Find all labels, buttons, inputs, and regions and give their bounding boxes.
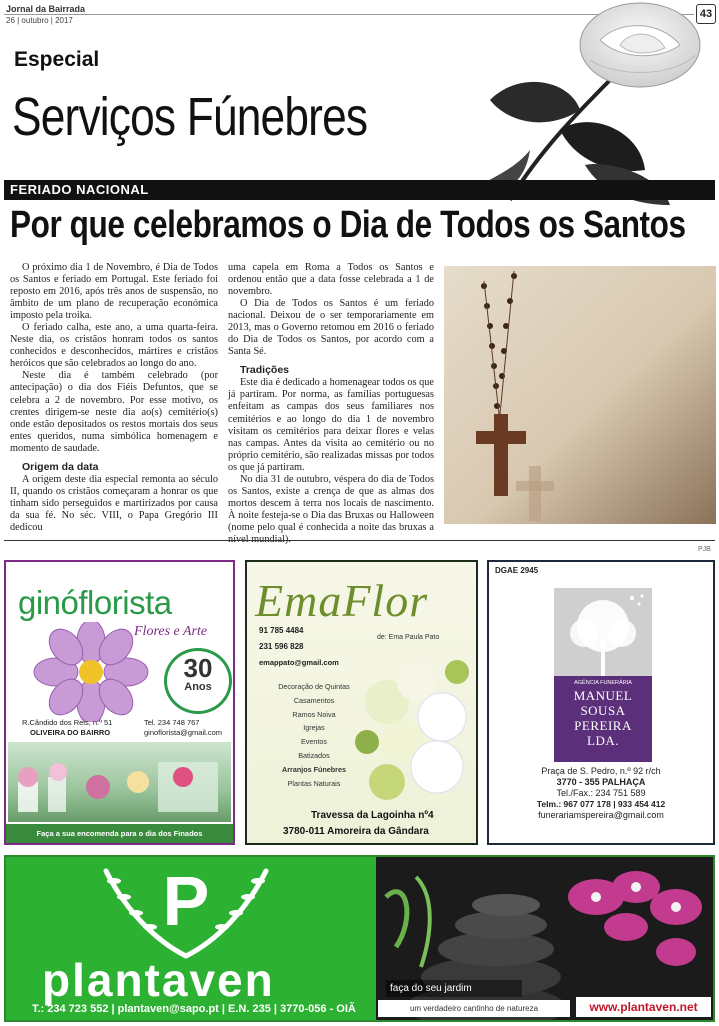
- emaflor-brand: [255, 574, 428, 627]
- paragraph: O Dia de Todos os Santos é um feriado nacional. Deixou de o ser temporariamente em 2013, mas o Governo retomou em 2016 o feriado do Dia de Todos os Santos, por acordo com a Santa Sé.: [228, 298, 434, 358]
- ginoflorista-email[interactable]: ginoflorista@gmail.com: [144, 728, 223, 737]
- subheading-origem: Origem da data: [22, 460, 99, 473]
- section-title: Serviços Fúnebres: [12, 87, 368, 147]
- publication-name: Jornal da Bairrada: [6, 4, 86, 14]
- paragraph: Este dia é dedicado a homenagear todos os que já partiram. Por norma, as famílias portuguesas enfeitam as campas dos seus familiares nos cemitérios e ao longo do dia 1 de novembro visitam os cemitérios para deixar flores e velas nas campas. Antes da visita ao cemitério ou no próprio cemitério, são realizadas missas por todos os que já partiram.: [228, 377, 434, 473]
- ginoflorista-address1: R.Cândido dos Reis, n.º 51: [22, 718, 113, 727]
- emaflor-street: Travessa da Lagoinha nº4: [311, 810, 434, 821]
- paragraph: Neste dia é também celebrado (por antecipação) o dia dos Fiéis Defuntos, que se celebra a 2 de novembro. Por esse motivo, os crentes dirigem-se neste dia ao(s) cemitério(s) onde estão depositados os restos mortais dos seus entes queridos, numa simbólica homenagem e momento de saudade.: [10, 370, 218, 454]
- shop-photo: [8, 742, 231, 822]
- funeraria-name4: LDA.: [587, 733, 619, 748]
- funeraria-name3: PEREIRA: [574, 718, 632, 733]
- plantaven-slogan1: faça do seu jardim: [386, 980, 522, 997]
- photo-credit: PJB: [698, 546, 711, 553]
- article-column-1: [10, 262, 218, 534]
- funeraria-logo-box: [554, 676, 652, 762]
- funeraria-contact: [489, 766, 713, 821]
- tree-logo: [554, 588, 652, 676]
- service-item: Ramos Noiva: [292, 709, 336, 719]
- funeraria-address2: 3770 - 355 PALHAÇA: [556, 777, 646, 787]
- service-item: Batizados: [298, 750, 330, 760]
- service-item: Igrejas: [303, 723, 325, 733]
- rose-illustration: [470, 0, 719, 210]
- ad-funeraria[interactable]: [487, 560, 715, 845]
- funeraria-name1: MANUEL: [573, 688, 633, 703]
- ad-plantaven[interactable]: [4, 855, 715, 1022]
- paragraph: O feriado calha, este ano, a uma quarta-feira. Neste dia, os cristãos honram todos os santos conhecidos e desconhecidos, mártires e cristãos heróicos que são celebrados ao longo do ano.: [10, 322, 218, 370]
- plantaven-logo-letter: P: [162, 862, 210, 940]
- section-kicker: Especial: [14, 48, 100, 71]
- plantaven-brand: plantaven: [42, 954, 275, 1006]
- ginoflorista-brand: ginóflorista: [18, 584, 172, 621]
- paragraph: uma capela em Roma a Todos os Santos e ordenou então que a data fosse celebrada a 1 de novembro.: [228, 262, 434, 298]
- article-column-2: [228, 262, 434, 546]
- funeraria-address1: Praça de S. Pedro, n.º 92 r/ch: [541, 766, 661, 776]
- emaflor-email[interactable]: emappato@gmail.com: [259, 658, 339, 667]
- paragraph: No dia 31 de outubro, véspera do dia de Todos os Santos, existe a crença de que as almas dos mortos descem à terra nos locais de nascimento. À noite festeja-se o Dia das Bruxas ou Halloween (nome pelo qual é conhecida a noite das bruxas a nível mundial).: [228, 473, 434, 545]
- emaflor-city: 3780-011 Amoreira da Gândara: [283, 826, 429, 837]
- article-kicker: FERIADO NACIONAL: [10, 182, 149, 197]
- article-bottom-rule: [4, 540, 715, 541]
- plantaven-slogan2: um verdadeiro cantinho de natureza: [378, 1000, 570, 1017]
- ginoflorista-tel: Tel. 234 748 767: [144, 718, 200, 727]
- article-headline: Por que celebramos o Dia de Todos os Santos: [10, 204, 686, 246]
- subheading-tradicoes: Tradições: [240, 364, 290, 377]
- emaflor-phone1: 91 785 4484: [259, 626, 304, 635]
- ginoflorista-address2: OLIVEIRA DO BAIRRO: [30, 728, 111, 737]
- funeraria-name2: SOUSA: [580, 703, 626, 718]
- funeraria-agency: AGÊNCIA FUNERÁRIA: [574, 680, 632, 686]
- service-item: Decoração de Quintas: [278, 682, 350, 691]
- emaflor-services: [259, 680, 369, 790]
- ad-emaflor[interactable]: [245, 560, 478, 845]
- anniversary-badge: [164, 648, 232, 714]
- funeraria-email[interactable]: funerariamspereira@gmail.com: [538, 810, 664, 820]
- plantaven-website-link[interactable]: www.plantaven.net: [576, 997, 711, 1017]
- badge-number: 30: [183, 653, 213, 683]
- emaflor-brand-b: Flor: [342, 575, 429, 626]
- rosary-photo: [444, 266, 716, 524]
- ad-ginoflorista[interactable]: [4, 560, 235, 845]
- page-number: 43: [696, 4, 716, 24]
- service-item: Arranjos Fúnebres: [282, 764, 346, 774]
- paragraph: O próximo dia 1 de Novembro, é Dia de Todos os Santos e feriado em Portugal. Este feriado foi reposto em 2016, após três anos de suspensão, no âmbito de um plano de recuperação económica imposto pela troika.: [10, 262, 218, 322]
- emaflor-phone2: 231 596 828: [259, 642, 304, 651]
- dgae-license: DGAE 2945: [495, 566, 539, 575]
- cosmos-flower-icon: [16, 622, 166, 722]
- service-item: Casamentos: [293, 695, 335, 705]
- funeraria-mobile: Telm.: 967 077 178 | 933 454 412: [536, 799, 666, 809]
- emaflor-brand-a: Ema: [255, 575, 343, 626]
- publication-date: 26 | outubro | 2017: [6, 16, 73, 25]
- paragraph: A origem deste dia especial remonta ao século II, quando os cristãos começaram a honrar os que tinham sido perseguidos e martirizados por causa da sua fé. No séc. VIII, o Papa Gregório III dedicou: [10, 473, 218, 533]
- service-item: Plantas Naturais: [287, 778, 341, 788]
- ginoflorista-footer: Faça a sua encomenda para o dia dos Finados: [6, 824, 233, 844]
- ginoflorista-tagline: Flores e Arte: [134, 624, 208, 639]
- funeraria-tel: Tel./Fax.: 234 751 589: [556, 788, 646, 798]
- badge-word: Anos: [184, 681, 212, 693]
- emaflor-owner: de: Ema Paula Pato: [377, 634, 440, 641]
- plantaven-contact: T.: 234 723 552 | plantaven@sapo.pt | E.N. 235 | 3770-056 - OIÃ: [32, 1003, 356, 1015]
- service-item: Eventos: [301, 737, 327, 747]
